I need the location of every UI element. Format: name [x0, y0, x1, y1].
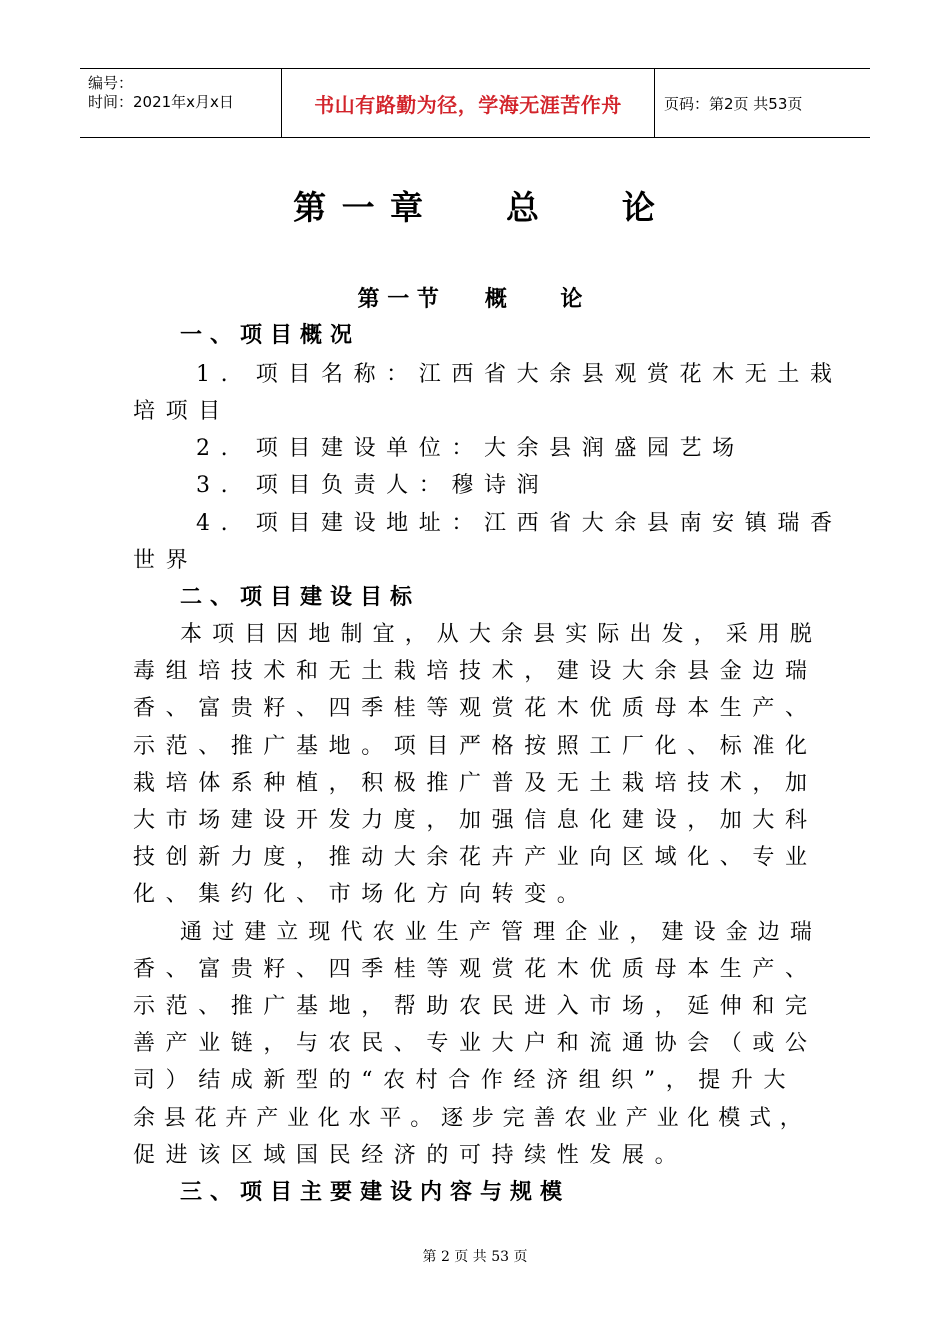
time-label: 时间：2021年x月x日 — [88, 93, 234, 111]
heading-project-overview: 一、项目概况 — [180, 322, 361, 348]
goal-line: 本项目因地制宜，从大余县实际出发，采用脱 — [180, 622, 823, 647]
goal-line: 通过建立现代农业生产管理企业，建设金边瑞 — [180, 920, 823, 945]
heading-construction-scope: 三、项目主要建设内容与规模 — [180, 1179, 571, 1205]
overview-line: 4. 项目建设地址：江西省大余县南安镇瑞香 — [196, 511, 843, 536]
goal-line: 示范、推广基地，帮助农民进入市场，延伸和完 — [133, 994, 818, 1019]
serial-label: 编号： — [88, 74, 134, 92]
overview-line: 3. 项目负责人：穆诗润 — [196, 473, 550, 498]
header-table — [80, 68, 870, 138]
header-left-cell — [80, 69, 281, 137]
header-motto-cell — [281, 69, 655, 137]
page-footer: 第 2 页 共 53 页 — [422, 1249, 528, 1265]
goal-line: 善产业链，与农民、专业大户和流通协会（或公 — [133, 1031, 818, 1056]
goal-line: 毒组培技术和无土栽培技术，建设大余县金边瑞 — [133, 659, 818, 684]
goal-line: 示范、推广基地。项目严格按照工厂化、标准化 — [133, 734, 818, 759]
goal-line: 香、富贵籽、四季桂等观赏花木优质母本生产、 — [133, 696, 818, 721]
header-page-cell — [655, 69, 870, 137]
heading-project-goals: 二、项目建设目标 — [180, 584, 421, 610]
chapter-title: 第 一 章 总 论 — [293, 188, 657, 227]
section-title: 第 一 节 概 论 — [357, 286, 583, 312]
goal-line: 技创新力度，推动大余花卉产业向区域化、专业 — [133, 845, 818, 870]
goal-line: 香、富贵籽、四季桂等观赏花木优质母本生产、 — [133, 957, 818, 982]
goal-line: 司）结成新型的“农村合作经济组织”，提升大 — [133, 1068, 797, 1093]
goal-line: 栽培体系种植，积极推广普及无土栽培技术，加 — [133, 771, 818, 796]
overview-line: 2. 项目建设单位：大余县润盛园艺场 — [196, 436, 745, 461]
overview-line: 培项目 — [133, 399, 231, 424]
page-info: 页码：第2页 共53页 — [664, 94, 803, 113]
goal-line: 化、集约化、市场化方向转变。 — [133, 882, 590, 907]
goal-line: 大市场建设开发力度，加强信息化建设，加大科 — [133, 808, 818, 833]
overview-line: 世界 — [133, 548, 199, 573]
overview-line: 1. 项目名称：江西省大余县观赏花木无土栽 — [196, 362, 843, 387]
goal-line: 促进该区域国民经济的可持续性发展。 — [133, 1143, 688, 1168]
motto-text: 书山有路勤为径，学海无涯苦作舟 — [314, 92, 622, 117]
goal-line: 余县花卉产业化水平。逐步完善农业产业化模式， — [133, 1106, 811, 1131]
